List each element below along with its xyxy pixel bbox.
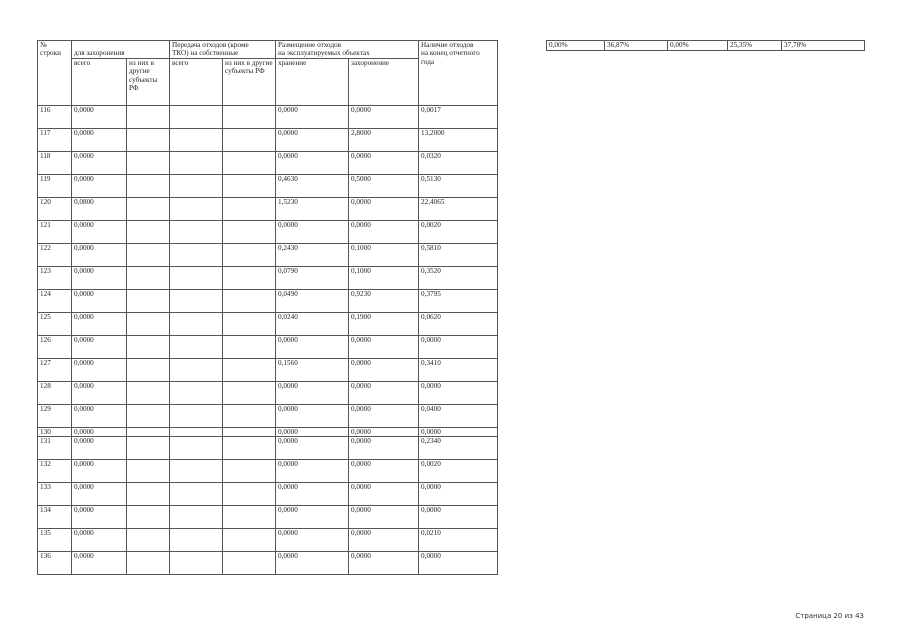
burial-cell: 0,0000 [349, 404, 419, 427]
storage-cell: 0,0790 [276, 266, 349, 289]
burial-cell: 2,8000 [349, 128, 419, 151]
burial-regions-cell [127, 105, 170, 128]
table-row [38, 151, 498, 174]
burial-cell: 0,0000 [349, 358, 419, 381]
burial-total-cell: 0,0000 [72, 289, 127, 312]
burial-total-cell: 0,0000 [72, 404, 127, 427]
own-total-cell [170, 358, 223, 381]
row-number-cell: 124 [38, 289, 72, 312]
burial-total-cell: 0,0000 [72, 529, 127, 552]
burial-regions-cell [127, 358, 170, 381]
burial-total-cell: 0,0800 [72, 197, 127, 220]
table-row [38, 243, 498, 266]
burial-regions-cell [127, 437, 170, 460]
header-total-2: всего [170, 58, 223, 105]
row-number-cell: 135 [38, 529, 72, 552]
burial-cell: 0,0000 [349, 335, 419, 358]
own-total-cell [170, 506, 223, 529]
row-number-cell: 133 [38, 483, 72, 506]
row-number-cell: 123 [38, 266, 72, 289]
own-regions-cell [223, 105, 276, 128]
row-number-cell: 128 [38, 381, 72, 404]
own-total-cell [170, 427, 223, 436]
own-regions-cell [223, 404, 276, 427]
burial-regions-cell [127, 151, 170, 174]
storage-cell: 0,0000 [276, 460, 349, 483]
row-number-cell: 132 [38, 460, 72, 483]
burial-total-cell: 0,0000 [72, 483, 127, 506]
header-other-regions-2: из них в другие субъекты РФ [223, 58, 276, 105]
own-total-cell [170, 174, 223, 197]
burial-cell: 0,0000 [349, 529, 419, 552]
row-number-cell: 126 [38, 335, 72, 358]
table-header-row-1 [38, 41, 498, 59]
burial-regions-cell [127, 289, 170, 312]
burial-total-cell: 0,0000 [72, 427, 127, 436]
burial-total-cell: 0,0000 [72, 506, 127, 529]
own-regions-cell [223, 358, 276, 381]
end-balance-cell: 0,5810 [419, 243, 498, 266]
burial-total-cell: 0,0000 [72, 243, 127, 266]
own-regions-cell [223, 483, 276, 506]
burial-regions-cell [127, 335, 170, 358]
row-number-cell: 127 [38, 358, 72, 381]
header-storage: хранение [276, 58, 349, 105]
own-total-cell [170, 289, 223, 312]
burial-cell: 0,1000 [349, 266, 419, 289]
header-total: всего [72, 58, 127, 105]
end-balance-cell: 22,4065 [419, 197, 498, 220]
row-number-cell: 116 [38, 105, 72, 128]
burial-total-cell: 0,0000 [72, 174, 127, 197]
burial-cell: 0,5000 [349, 174, 419, 197]
end-balance-cell: 0,0000 [419, 381, 498, 404]
table-row [38, 460, 498, 483]
storage-cell: 0,0490 [276, 289, 349, 312]
burial-regions-cell [127, 220, 170, 243]
own-regions-cell [223, 552, 276, 575]
storage-cell: 0,1560 [276, 358, 349, 381]
burial-regions-cell [127, 460, 170, 483]
own-regions-cell [223, 243, 276, 266]
header-burial-transfer: для захоронения [72, 41, 170, 59]
end-balance-cell: 0,3410 [419, 358, 498, 381]
burial-total-cell: 0,0000 [72, 335, 127, 358]
percent-cell: 36,87% [605, 41, 668, 51]
header-burial: захоронение [349, 58, 419, 105]
burial-regions-cell [127, 404, 170, 427]
storage-cell: 0,0000 [276, 437, 349, 460]
burial-regions-cell [127, 529, 170, 552]
own-regions-cell [223, 506, 276, 529]
table-row [38, 197, 498, 220]
own-total-cell [170, 266, 223, 289]
own-total-cell [170, 437, 223, 460]
burial-total-cell: 0,0000 [72, 105, 127, 128]
storage-cell: 0,0000 [276, 151, 349, 174]
burial-regions-cell [127, 197, 170, 220]
burial-cell: 0,0000 [349, 483, 419, 506]
table-row [38, 312, 498, 335]
header-row-number: № строки [38, 41, 72, 106]
percent-cell: 0,00% [547, 41, 605, 51]
own-total-cell [170, 529, 223, 552]
table-row [38, 404, 498, 427]
page-number: Страница 20 из 43 [795, 612, 864, 620]
row-number-cell: 131 [38, 437, 72, 460]
table-row [38, 128, 498, 151]
end-balance-cell: 0,0000 [419, 335, 498, 358]
row-number-cell: 122 [38, 243, 72, 266]
burial-total-cell: 0,0000 [72, 381, 127, 404]
end-balance-cell: 0,0620 [419, 312, 498, 335]
end-balance-cell: 0,3520 [419, 266, 498, 289]
row-number-cell: 119 [38, 174, 72, 197]
percent-cell: 25,35% [728, 41, 782, 51]
storage-cell: 0,0000 [276, 529, 349, 552]
table-row [38, 266, 498, 289]
table-row [38, 529, 498, 552]
burial-regions-cell [127, 381, 170, 404]
burial-cell: 0,0000 [349, 427, 419, 436]
percent-cell: 0,00% [668, 41, 728, 51]
end-balance-cell: 0,0400 [419, 404, 498, 427]
burial-regions-cell [127, 128, 170, 151]
own-regions-cell [223, 427, 276, 436]
table-row [38, 506, 498, 529]
burial-total-cell: 0,0000 [72, 151, 127, 174]
burial-cell: 0,0000 [349, 552, 419, 575]
row-number-cell: 121 [38, 220, 72, 243]
own-regions-cell [223, 312, 276, 335]
storage-cell: 0,0000 [276, 427, 349, 436]
own-regions-cell [223, 197, 276, 220]
burial-cell: 0,0000 [349, 197, 419, 220]
own-regions-cell [223, 335, 276, 358]
table-row [38, 381, 498, 404]
burial-cell: 0,0000 [349, 437, 419, 460]
burial-regions-cell [127, 174, 170, 197]
own-total-cell [170, 552, 223, 575]
burial-cell: 0,0000 [349, 220, 419, 243]
burial-total-cell: 0,0000 [72, 312, 127, 335]
own-total-cell [170, 128, 223, 151]
own-regions-cell [223, 128, 276, 151]
table-row [38, 552, 498, 575]
own-total-cell [170, 460, 223, 483]
burial-cell: 0,1900 [349, 312, 419, 335]
burial-regions-cell [127, 483, 170, 506]
end-balance-cell: 13,2000 [419, 128, 498, 151]
own-total-cell [170, 404, 223, 427]
end-balance-cell: 0,2340 [419, 437, 498, 460]
own-regions-cell [223, 381, 276, 404]
storage-cell: 0,0000 [276, 381, 349, 404]
waste-report-table [37, 40, 498, 575]
table-row [38, 174, 498, 197]
burial-cell: 0,9230 [349, 289, 419, 312]
table-row [38, 105, 498, 128]
burial-total-cell: 0,0000 [72, 358, 127, 381]
end-balance-cell: 0,0000 [419, 483, 498, 506]
storage-cell: 0,0000 [276, 105, 349, 128]
burial-regions-cell [127, 266, 170, 289]
row-number-cell: 118 [38, 151, 72, 174]
table-row [38, 483, 498, 506]
storage-cell: 1,5230 [276, 197, 349, 220]
burial-cell: 0,0000 [349, 105, 419, 128]
header-other-regions: из них в другие субъекты РФ [127, 58, 170, 105]
own-total-cell [170, 151, 223, 174]
table-row [38, 289, 498, 312]
header-own-transfer: Передача отходов (кроме ТКО) на собственные [170, 41, 276, 59]
percent-cell: 37,78% [782, 41, 865, 51]
row-number-cell: 117 [38, 128, 72, 151]
storage-cell: 0,4630 [276, 174, 349, 197]
storage-cell: 0,0000 [276, 128, 349, 151]
burial-total-cell: 0,0000 [72, 460, 127, 483]
burial-total-cell: 0,0000 [72, 128, 127, 151]
header-end-balance: Наличие отходов на конец отчетного года [419, 41, 498, 106]
own-total-cell [170, 220, 223, 243]
own-total-cell [170, 381, 223, 404]
own-total-cell [170, 483, 223, 506]
row-number-cell: 129 [38, 404, 72, 427]
row-number-cell: 125 [38, 312, 72, 335]
end-balance-cell: 0,0017 [419, 105, 498, 128]
own-regions-cell [223, 460, 276, 483]
storage-cell: 0,0240 [276, 312, 349, 335]
burial-regions-cell [127, 312, 170, 335]
own-regions-cell [223, 174, 276, 197]
row-number-cell: 136 [38, 552, 72, 575]
burial-regions-cell [127, 243, 170, 266]
own-total-cell [170, 105, 223, 128]
own-regions-cell [223, 529, 276, 552]
burial-total-cell: 0,0000 [72, 437, 127, 460]
burial-total-cell: 0,0000 [72, 266, 127, 289]
burial-cell: 0,1000 [349, 243, 419, 266]
own-total-cell [170, 312, 223, 335]
storage-cell: 0,0000 [276, 506, 349, 529]
table-row [38, 220, 498, 243]
own-regions-cell [223, 220, 276, 243]
row-number-cell: 120 [38, 197, 72, 220]
row-number-cell: 134 [38, 506, 72, 529]
storage-cell: 0,0000 [276, 335, 349, 358]
own-regions-cell [223, 151, 276, 174]
storage-cell: 0,0000 [276, 483, 349, 506]
burial-regions-cell [127, 427, 170, 436]
end-balance-cell: 0,0000 [419, 552, 498, 575]
percent-summary-table [546, 40, 865, 51]
storage-cell: 0,2430 [276, 243, 349, 266]
end-balance-cell: 0,5130 [419, 174, 498, 197]
own-total-cell [170, 197, 223, 220]
own-regions-cell [223, 289, 276, 312]
end-balance-cell: 0,0020 [419, 220, 498, 243]
burial-cell: 0,0000 [349, 460, 419, 483]
own-regions-cell [223, 437, 276, 460]
burial-cell: 0,0000 [349, 381, 419, 404]
end-balance-cell: 0,0020 [419, 460, 498, 483]
percent-row [547, 41, 865, 51]
end-balance-cell: 0,0000 [419, 427, 498, 436]
end-balance-cell: 0,0320 [419, 151, 498, 174]
storage-cell: 0,0000 [276, 404, 349, 427]
burial-cell: 0,0000 [349, 506, 419, 529]
burial-total-cell: 0,0000 [72, 552, 127, 575]
table-row [38, 358, 498, 381]
table-row [38, 437, 498, 460]
table-row [38, 335, 498, 358]
burial-total-cell: 0,0000 [72, 220, 127, 243]
burial-cell: 0,0000 [349, 151, 419, 174]
own-total-cell [170, 243, 223, 266]
end-balance-cell: 0,3795 [419, 289, 498, 312]
burial-regions-cell [127, 552, 170, 575]
burial-regions-cell [127, 506, 170, 529]
own-total-cell [170, 335, 223, 358]
table-row [38, 427, 498, 436]
storage-cell: 0,0000 [276, 220, 349, 243]
header-placement: Размещение отходов на эксплуатируемых объектах [276, 41, 419, 59]
storage-cell: 0,0000 [276, 552, 349, 575]
end-balance-cell: 0,0210 [419, 529, 498, 552]
own-regions-cell [223, 266, 276, 289]
end-balance-cell: 0,0000 [419, 506, 498, 529]
row-number-cell: 130 [38, 427, 72, 436]
